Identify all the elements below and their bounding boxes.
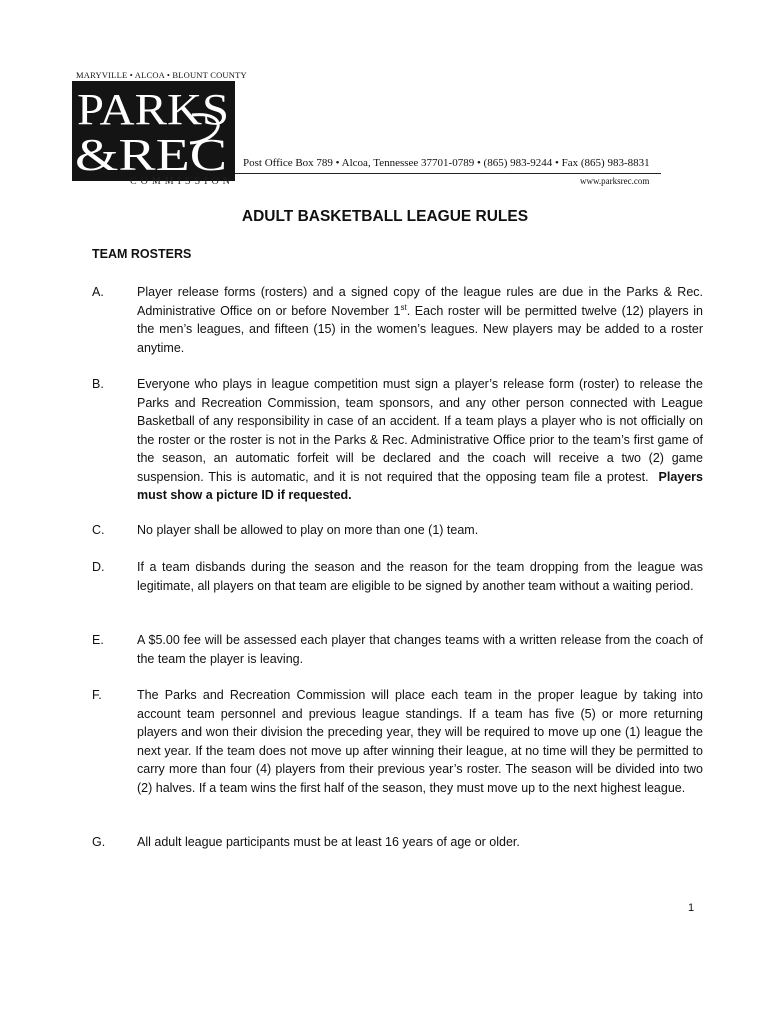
rule-letter: D. <box>92 560 105 574</box>
rule-text: Everyone who plays in league competition must sign a player’s release form (roster) to release the Parks and Recreation Commission, team sponsors, and any other person connected with League Basketball of any responsibility in case of an accident. If a team plays a player who is not officially on the roster or the roster is not in the Parks & Rec. Administrative Office prior to the team’s first game of the season, an automatic forfeit will be declared and the coach will receive a two (2) game suspension. This is automatic, and it is not required that the opposing team file a protest. Players must show a picture ID if requested. <box>137 377 703 502</box>
rule-text: No player shall be allowed to play on more than one (1) team. <box>137 523 479 537</box>
letterhead-divider <box>235 173 661 174</box>
svg-text:&REC: &REC <box>75 129 227 180</box>
address-line: Post Office Box 789 • Alcoa, Tennessee 37701-0789 • (865) 983-9244 • Fax (865) 983-8831 <box>243 157 650 169</box>
commission-label: COMMISSION <box>130 176 234 187</box>
rule-letter: E. <box>92 633 104 647</box>
letterhead <box>72 70 672 190</box>
rule-letter: B. <box>92 377 104 391</box>
rule-text: Player release forms (rosters) and a signed copy of the league rules are due in the Parks & Rec. Administrative Office on or before November 1st. Each roster will be permitted twelve (12) players in the men’s leagues, and fifteen (15) in the women’s leagues. New players may be added to a roster anytime. <box>137 285 703 355</box>
rule-text: All adult league participants must be at least 16 years of age or older. <box>137 835 520 849</box>
rule-bold-note: Players must show a picture ID if requested. <box>137 469 703 502</box>
svg-text:PARKS: PARKS <box>77 85 229 134</box>
counties-line: MARYVILLE • ALCOA • BLOUNT COUNTY <box>76 70 247 80</box>
parks-rec-logo <box>72 81 235 181</box>
rule-text: The Parks and Recreation Commission will place each team in the proper league by taking into account team personnel and previous league standings. If a team has five (5) or more returning players and won their division the preceding year, they will be required to move up one (1) league the next year. If the team does not move up after winning their league, at no time will they be permitted to carry more than four (4) players from their previous year’s roster. The season will be divided into two (2) halves. If a team wins the first half of the season, they must move up to the next highest league. <box>137 688 703 795</box>
rule-letter: F. <box>92 688 102 702</box>
rule-text: If a team disbands during the season and the reason for the team dropping from the league was legitimate, all players on that team are eligible to be signed by another team without a waiting period. <box>137 560 703 593</box>
section-heading: TEAM ROSTERS <box>92 247 192 261</box>
website-link[interactable]: www.parksrec.com <box>580 176 650 186</box>
document-title: ADULT BASKETBALL LEAGUE RULES <box>241 208 529 225</box>
rule-text: A $5.00 fee will be assessed each player that changes teams with a written release from the coach of the team the player is leaving. <box>137 633 703 666</box>
rule-letter: C. <box>92 523 105 537</box>
rule-letter: G. <box>92 835 106 849</box>
page-number: 1 <box>688 902 695 914</box>
rule-letter: A. <box>92 285 104 299</box>
